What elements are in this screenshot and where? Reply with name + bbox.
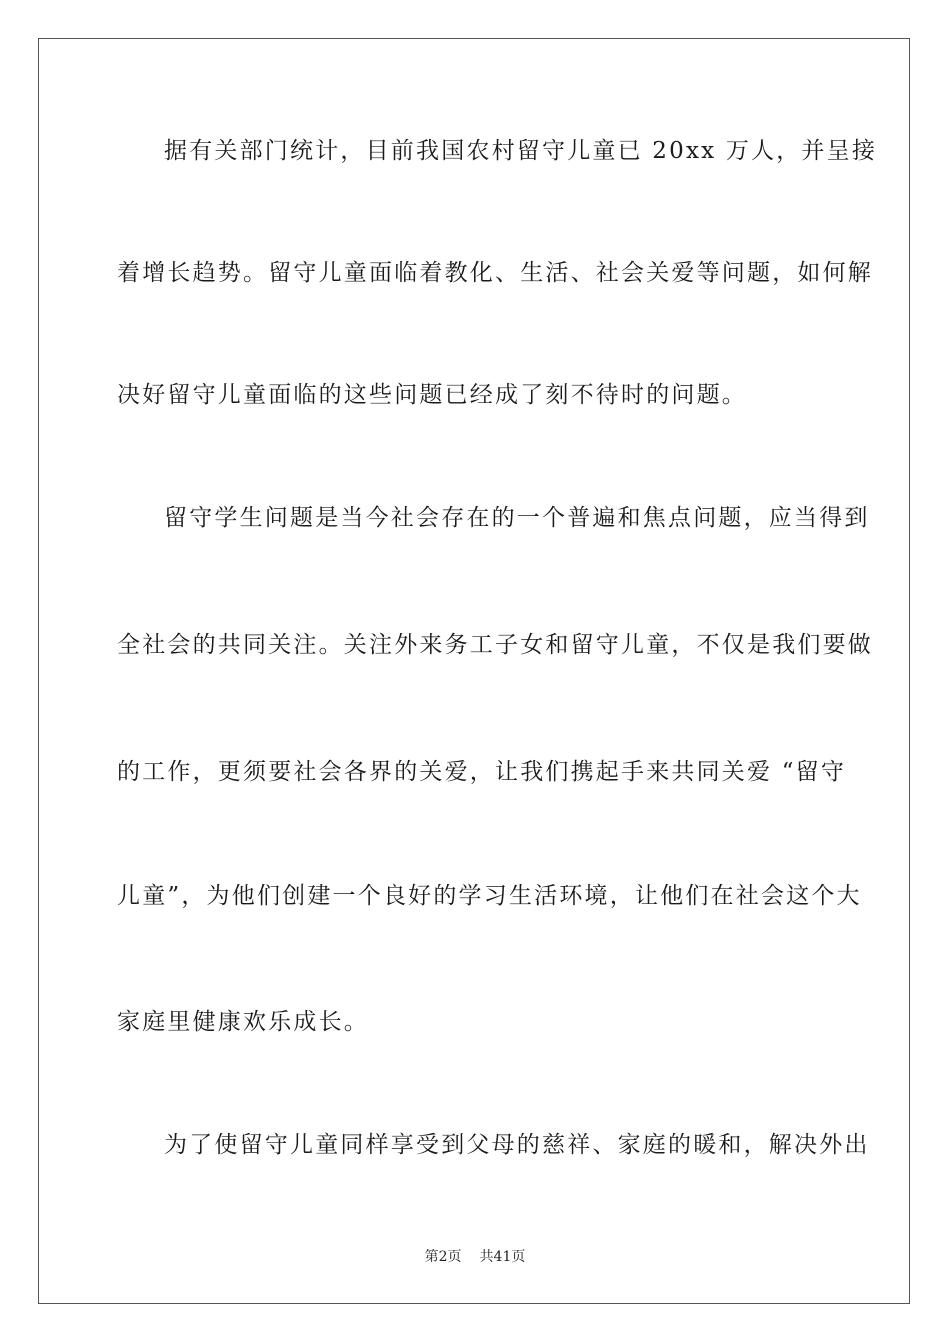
paragraph-2-line-3: 的工作，更须要社会各界的关爱，让我们携起手来共同关爱 “留守 (117, 759, 847, 785)
paragraph-1-line-2: 着增长趋势。留守儿童面临着教化、生活、社会关爱等问题，如何解 (117, 260, 873, 286)
paragraph-1-line-1: 据有关部门统计，目前我国农村留守儿童已 20xx 万人，并呈接 (164, 138, 878, 164)
paragraph-3-line-1: 为了使留守儿童同样享受到父母的慈祥、家庭的暖和，解决外出 (164, 1132, 870, 1158)
paragraph-2-line-4: 儿童”，为他们创建一个良好的学习生活环境，让他们在社会这个大 (117, 883, 862, 909)
paragraph-2-line-2: 全社会的共同关注。关注外来务工子女和留守儿童，不仅是我们要做 (117, 632, 873, 658)
paragraph-1-line-3: 决好留守儿童面临的这些问题已经成了刻不待时的问题。 (117, 382, 747, 408)
paragraph-2-line-1: 留守学生问题是当今社会存在的一个普遍和焦点问题，应当得到 (164, 505, 870, 531)
page-number: 第2页 (424, 1249, 462, 1265)
total-pages: 共41页 (479, 1249, 526, 1265)
page-footer (0, 1248, 950, 1266)
paragraph-2-line-5: 家庭里健康欢乐成长。 (117, 1009, 369, 1035)
page-border (38, 38, 910, 1304)
